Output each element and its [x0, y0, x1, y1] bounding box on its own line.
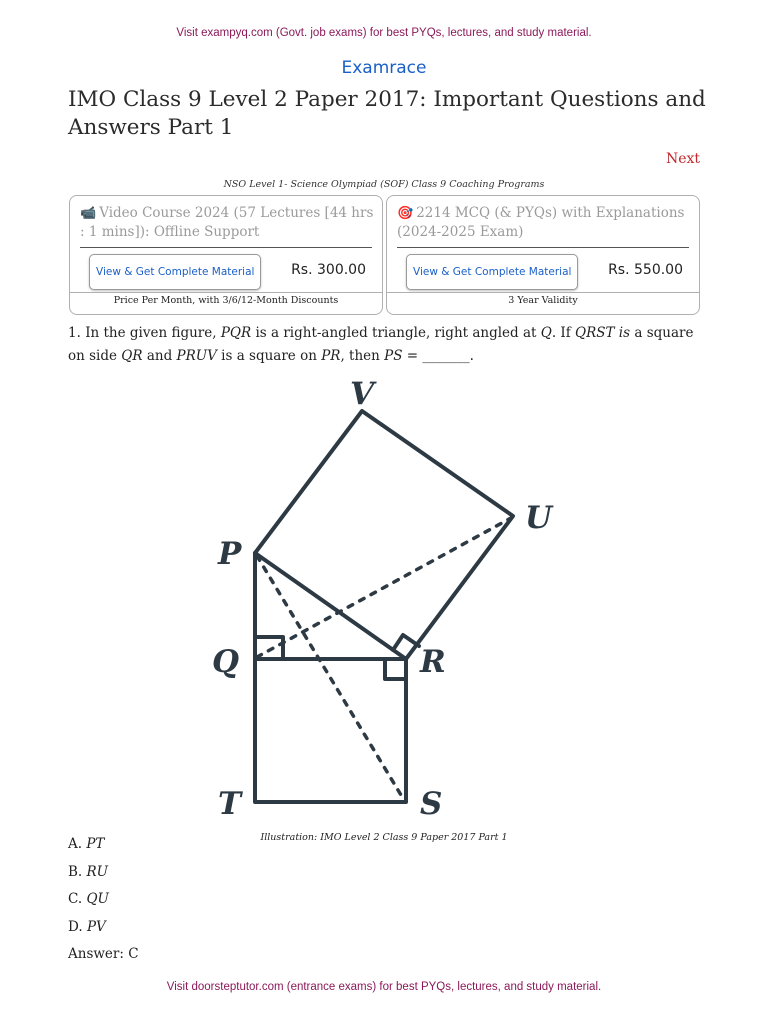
- option-key: B.: [68, 863, 83, 880]
- question-part: , then: [340, 348, 385, 364]
- option-c: [68, 889, 139, 917]
- bottom-banner-link[interactable]: Visit doorsteptutor.com (entrance exams) for best PYQs, lectures, and study material.: [166, 981, 602, 993]
- target-icon: 🎯: [397, 206, 414, 221]
- answer-text: Answer: C: [68, 946, 139, 962]
- label-s: S: [420, 786, 443, 822]
- mcq-course-title: [397, 204, 692, 241]
- label-q: Q: [212, 644, 240, 680]
- option-key: A.: [68, 836, 83, 852]
- label-u: U: [525, 500, 553, 536]
- video-camera-icon: 📹: [80, 206, 97, 221]
- option-d: [68, 917, 139, 945]
- option-key: D.: [68, 918, 83, 935]
- option-text: QU: [86, 891, 109, 907]
- page-title: IMO Class 9 Level 2 Paper 2017: Important Questions and Answers Part 1: [68, 87, 706, 140]
- card-divider: [397, 247, 689, 248]
- site-brand-link[interactable]: Examrace: [341, 58, 427, 78]
- question-var: PRUV: [176, 348, 217, 364]
- side-pr: [255, 553, 406, 659]
- coaching-programs-caption: NSO Level 1- Science Olympiad (SOF) Class 9 Coaching Programs: [223, 179, 545, 190]
- question-part: . If: [551, 325, 576, 341]
- dashed-ps: [257, 556, 404, 800]
- question-var: PS: [384, 348, 403, 364]
- right-angle-r: [385, 659, 406, 679]
- card-footer-divider: [387, 292, 699, 293]
- video-course-footer: Price Per Month, with 3/6/12-Month Discounts: [113, 295, 339, 306]
- mcq-course-card: [386, 195, 700, 315]
- top-banner-link[interactable]: Visit exampyq.com (Govt. job exams) for best PYQs, lectures, and study material.: [176, 27, 592, 39]
- option-text: PV: [86, 918, 106, 935]
- dashed-qu: [257, 518, 511, 657]
- question-part: is a square on: [216, 348, 322, 364]
- label-t: T: [218, 786, 242, 822]
- mcq-course-footer: 3 Year Validity: [508, 295, 578, 306]
- video-course-price: Rs. 300.00: [291, 262, 366, 278]
- question-part: a square on side: [68, 325, 694, 364]
- video-course-title-text: Video Course 2024 (57 Lectures [44 hrs : 1 mins]): Offline Support: [80, 205, 374, 240]
- option-text: RU: [86, 863, 109, 880]
- mcq-course-title-text: 2214 MCQ (& PYQs) with Explanations (2024-2025 Exam): [397, 205, 685, 240]
- question-part: = _______.: [402, 348, 474, 364]
- question-var: QR: [121, 348, 143, 364]
- option-text: PT: [86, 836, 105, 852]
- square-pruv: [255, 411, 513, 659]
- view-material-button[interactable]: View & Get Complete Material: [406, 254, 578, 290]
- figure-caption: Illustration: IMO Level 2 Class 9 Paper 2017 Part 1: [260, 832, 508, 843]
- next-link[interactable]: Next: [665, 151, 700, 167]
- card-divider: [80, 247, 372, 248]
- option-b: [68, 862, 139, 890]
- question-part: In the given figure,: [85, 325, 221, 341]
- mcq-course-price: Rs. 550.00: [608, 262, 683, 278]
- question-var: PQR: [220, 325, 252, 341]
- label-p: P: [218, 536, 242, 572]
- geometry-figure: [200, 372, 580, 832]
- option-key: C.: [68, 891, 83, 907]
- label-v: V: [350, 376, 375, 412]
- video-course-title: [80, 204, 375, 241]
- question-var: Q: [540, 325, 552, 341]
- question-part: is a right-angled triangle, right angled at: [251, 325, 541, 341]
- question-var: PR: [321, 348, 341, 364]
- question-part: and: [142, 348, 177, 364]
- option-a: [68, 834, 139, 862]
- card-footer-divider: [70, 292, 382, 293]
- question-text: [68, 322, 708, 368]
- video-course-card: [69, 195, 383, 315]
- question-number: 1.: [68, 325, 81, 341]
- question-var: QRST is: [575, 325, 631, 341]
- view-material-button[interactable]: View & Get Complete Material: [89, 254, 261, 290]
- label-r: R: [420, 644, 446, 680]
- answer-options: [68, 834, 139, 965]
